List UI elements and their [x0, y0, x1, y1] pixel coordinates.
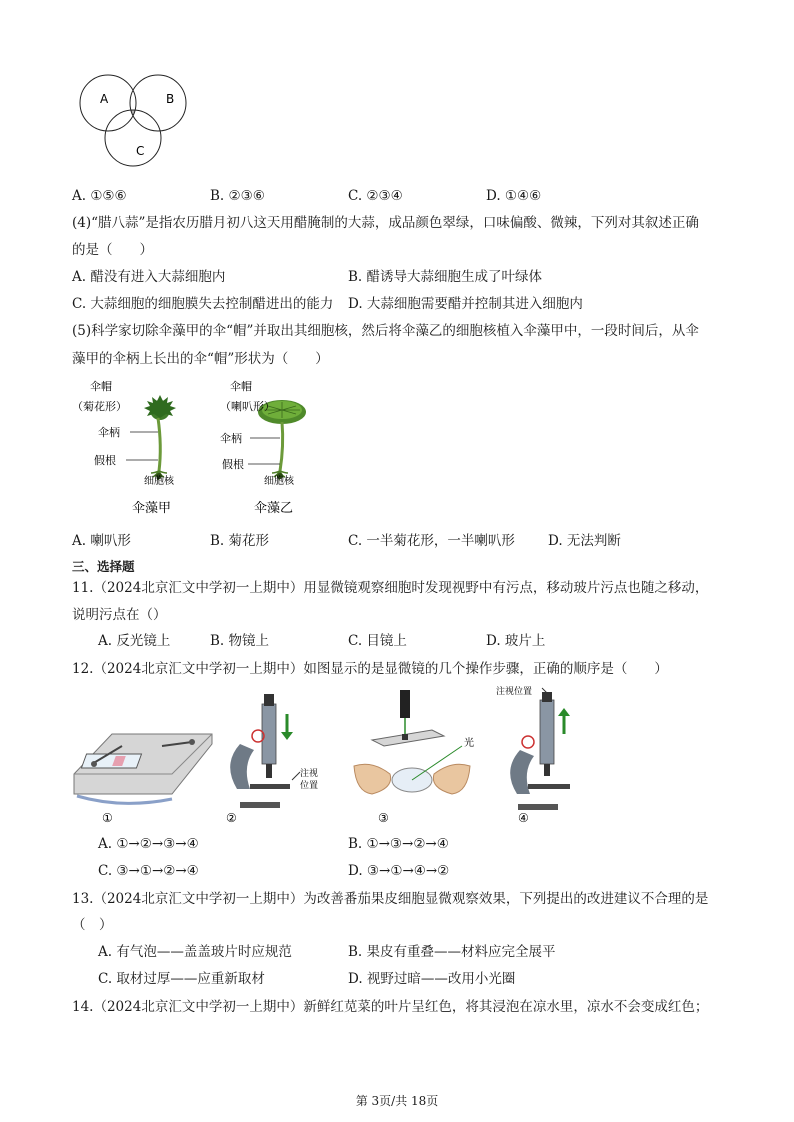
yi-nucleus-label: 细胞核	[264, 476, 294, 487]
q3-option-b: B. ②③⑥	[210, 188, 265, 204]
acetabularia-figure	[72, 376, 312, 518]
venn-circle-b	[130, 75, 186, 131]
yi-stalk-label: 伞柄	[220, 432, 242, 445]
step1-label: ①	[102, 811, 113, 825]
q4-stem-line1: (4)“腊八蒜”是指农历腊月初八这天用醋腌制的大蒜，成品颜色翠绿，口味偏酸、微辣，下列对其叙述正确	[72, 215, 699, 231]
q11-stem-line2: 说明污点在（）	[72, 607, 167, 623]
venn-label-c: C	[136, 144, 145, 158]
jia-nucleus-label: 细胞核	[144, 476, 174, 487]
q5-stem-line2: 藻甲的伞柄上长出的伞“帽”形状为（ ）	[72, 351, 329, 367]
step2-microscope-icon	[226, 694, 318, 825]
q11-option-a: A. 反光镜上	[98, 633, 171, 649]
q5-option-b: B. 菊花形	[210, 533, 270, 549]
q3-option-c: C. ②③④	[348, 188, 403, 204]
jia-cap-label: 伞帽	[90, 380, 112, 393]
q11-stem-line1: 11.（2024北京汇文中学初一上期中）用显微镜观察细胞时发现视野中有污点，移动玻片污点也随之移动，	[72, 580, 709, 596]
microscope-steps-figure	[72, 684, 572, 828]
q5-stem-line1: (5)科学家切除伞藻甲的伞“帽”并取出其细胞核，然后将伞藻乙的细胞核植入伞藻甲中，一段时间后，从伞	[72, 323, 699, 339]
venn-label-a: A	[100, 92, 109, 106]
q5-option-c: C. 一半菊花形，一半喇叭形	[348, 533, 515, 549]
yi-rhizoid-label: 假根	[222, 458, 244, 471]
q13-stem-line1: 13.（2024北京汇文中学初一上期中）为改善番茄果皮细胞显微观察效果，下列提出的改进建议不合理的是	[72, 891, 709, 907]
jia-rhizoid-label: 假根	[94, 454, 116, 467]
q13-stem-line2: （ ）	[72, 917, 113, 933]
section-title: 三、选择题	[72, 559, 135, 574]
step2-watch-label-2: 位置	[300, 781, 319, 791]
q13-option-d: D. 视野过暗——改用小光圈	[348, 971, 516, 987]
q13-option-a: A. 有气泡——盖盖玻片时应规范	[98, 944, 292, 960]
jia-cap-type: （菊花形）	[72, 400, 127, 413]
jia-stalk-label: 伞柄	[98, 426, 120, 439]
jia-name: 伞藻甲	[132, 501, 172, 516]
yi-cap-label: 伞帽	[230, 380, 252, 393]
chrysanthemum-cap-icon	[144, 395, 176, 420]
step3-mirror-icon	[354, 690, 474, 825]
alga-jia	[72, 379, 176, 516]
q4-option-b: B. 醋诱导大蒜细胞生成了叶绿体	[348, 269, 543, 285]
q4-option-c: C. 大蒜细胞的细胞膜失去控制醋进出的能力	[72, 296, 334, 312]
q3-option-d: D. ①④⑥	[486, 188, 542, 204]
q3-option-a: A. ①⑤⑥	[72, 188, 127, 204]
yi-cap-type: （喇叭形）	[220, 400, 275, 413]
q12-stem: 12.（2024北京汇文中学初一上期中）如图显示的是显微镜的几个操作步骤，正确的顺序是（ ）	[72, 661, 668, 677]
q14-stem-line1: 14.（2024北京汇文中学初一上期中）新鲜红苋菜的叶片呈红色，将其浸泡在凉水里，凉水不会变成红色；	[72, 999, 709, 1015]
venn-diagram	[78, 68, 198, 168]
q5-option-d: D. 无法判断	[548, 533, 621, 549]
q11-option-b: B. 物镜上	[210, 633, 270, 649]
q13-option-c: C. 取材过厚——应重新取材	[98, 971, 265, 987]
q5-option-a: A. 喇叭形	[72, 533, 131, 549]
step2-label: ②	[226, 811, 237, 825]
q11-option-c: C. 目镜上	[348, 633, 407, 649]
step2-watch-label-1: 注视	[300, 769, 319, 779]
yi-name: 伞藻乙	[254, 501, 294, 516]
step4-microscope-icon	[496, 685, 570, 825]
step4-watch-label: 注视位置	[496, 687, 533, 697]
step3-label: ③	[378, 811, 389, 825]
q4-stem-line2: 的是（ ）	[72, 242, 153, 258]
q4-option-a: A. 醋没有进入大蒜细胞内	[72, 269, 226, 285]
q11-option-d: D. 玻片上	[486, 633, 546, 649]
venn-label-b: B	[166, 92, 175, 106]
q12-option-d: D. ③→①→④→②	[348, 863, 450, 879]
venn-circle-c	[105, 110, 161, 166]
step4-label: ④	[518, 811, 529, 825]
q12-option-b: B. ①→③→②→④	[348, 836, 449, 852]
page-footer: 第 3页/共 18页	[355, 1094, 439, 1108]
q12-option-a: A. ①→②→③→④	[98, 836, 199, 852]
q12-option-c: C. ③→①→②→④	[98, 863, 199, 879]
q13-option-b: B. 果皮有重叠——材料应完全展平	[348, 944, 556, 960]
step3-light-label: 光	[464, 738, 474, 749]
step1-stage-icon	[74, 734, 212, 825]
q4-option-d: D. 大蒜细胞需要醋并控制其进入细胞内	[348, 296, 583, 312]
alga-yi	[220, 379, 306, 516]
